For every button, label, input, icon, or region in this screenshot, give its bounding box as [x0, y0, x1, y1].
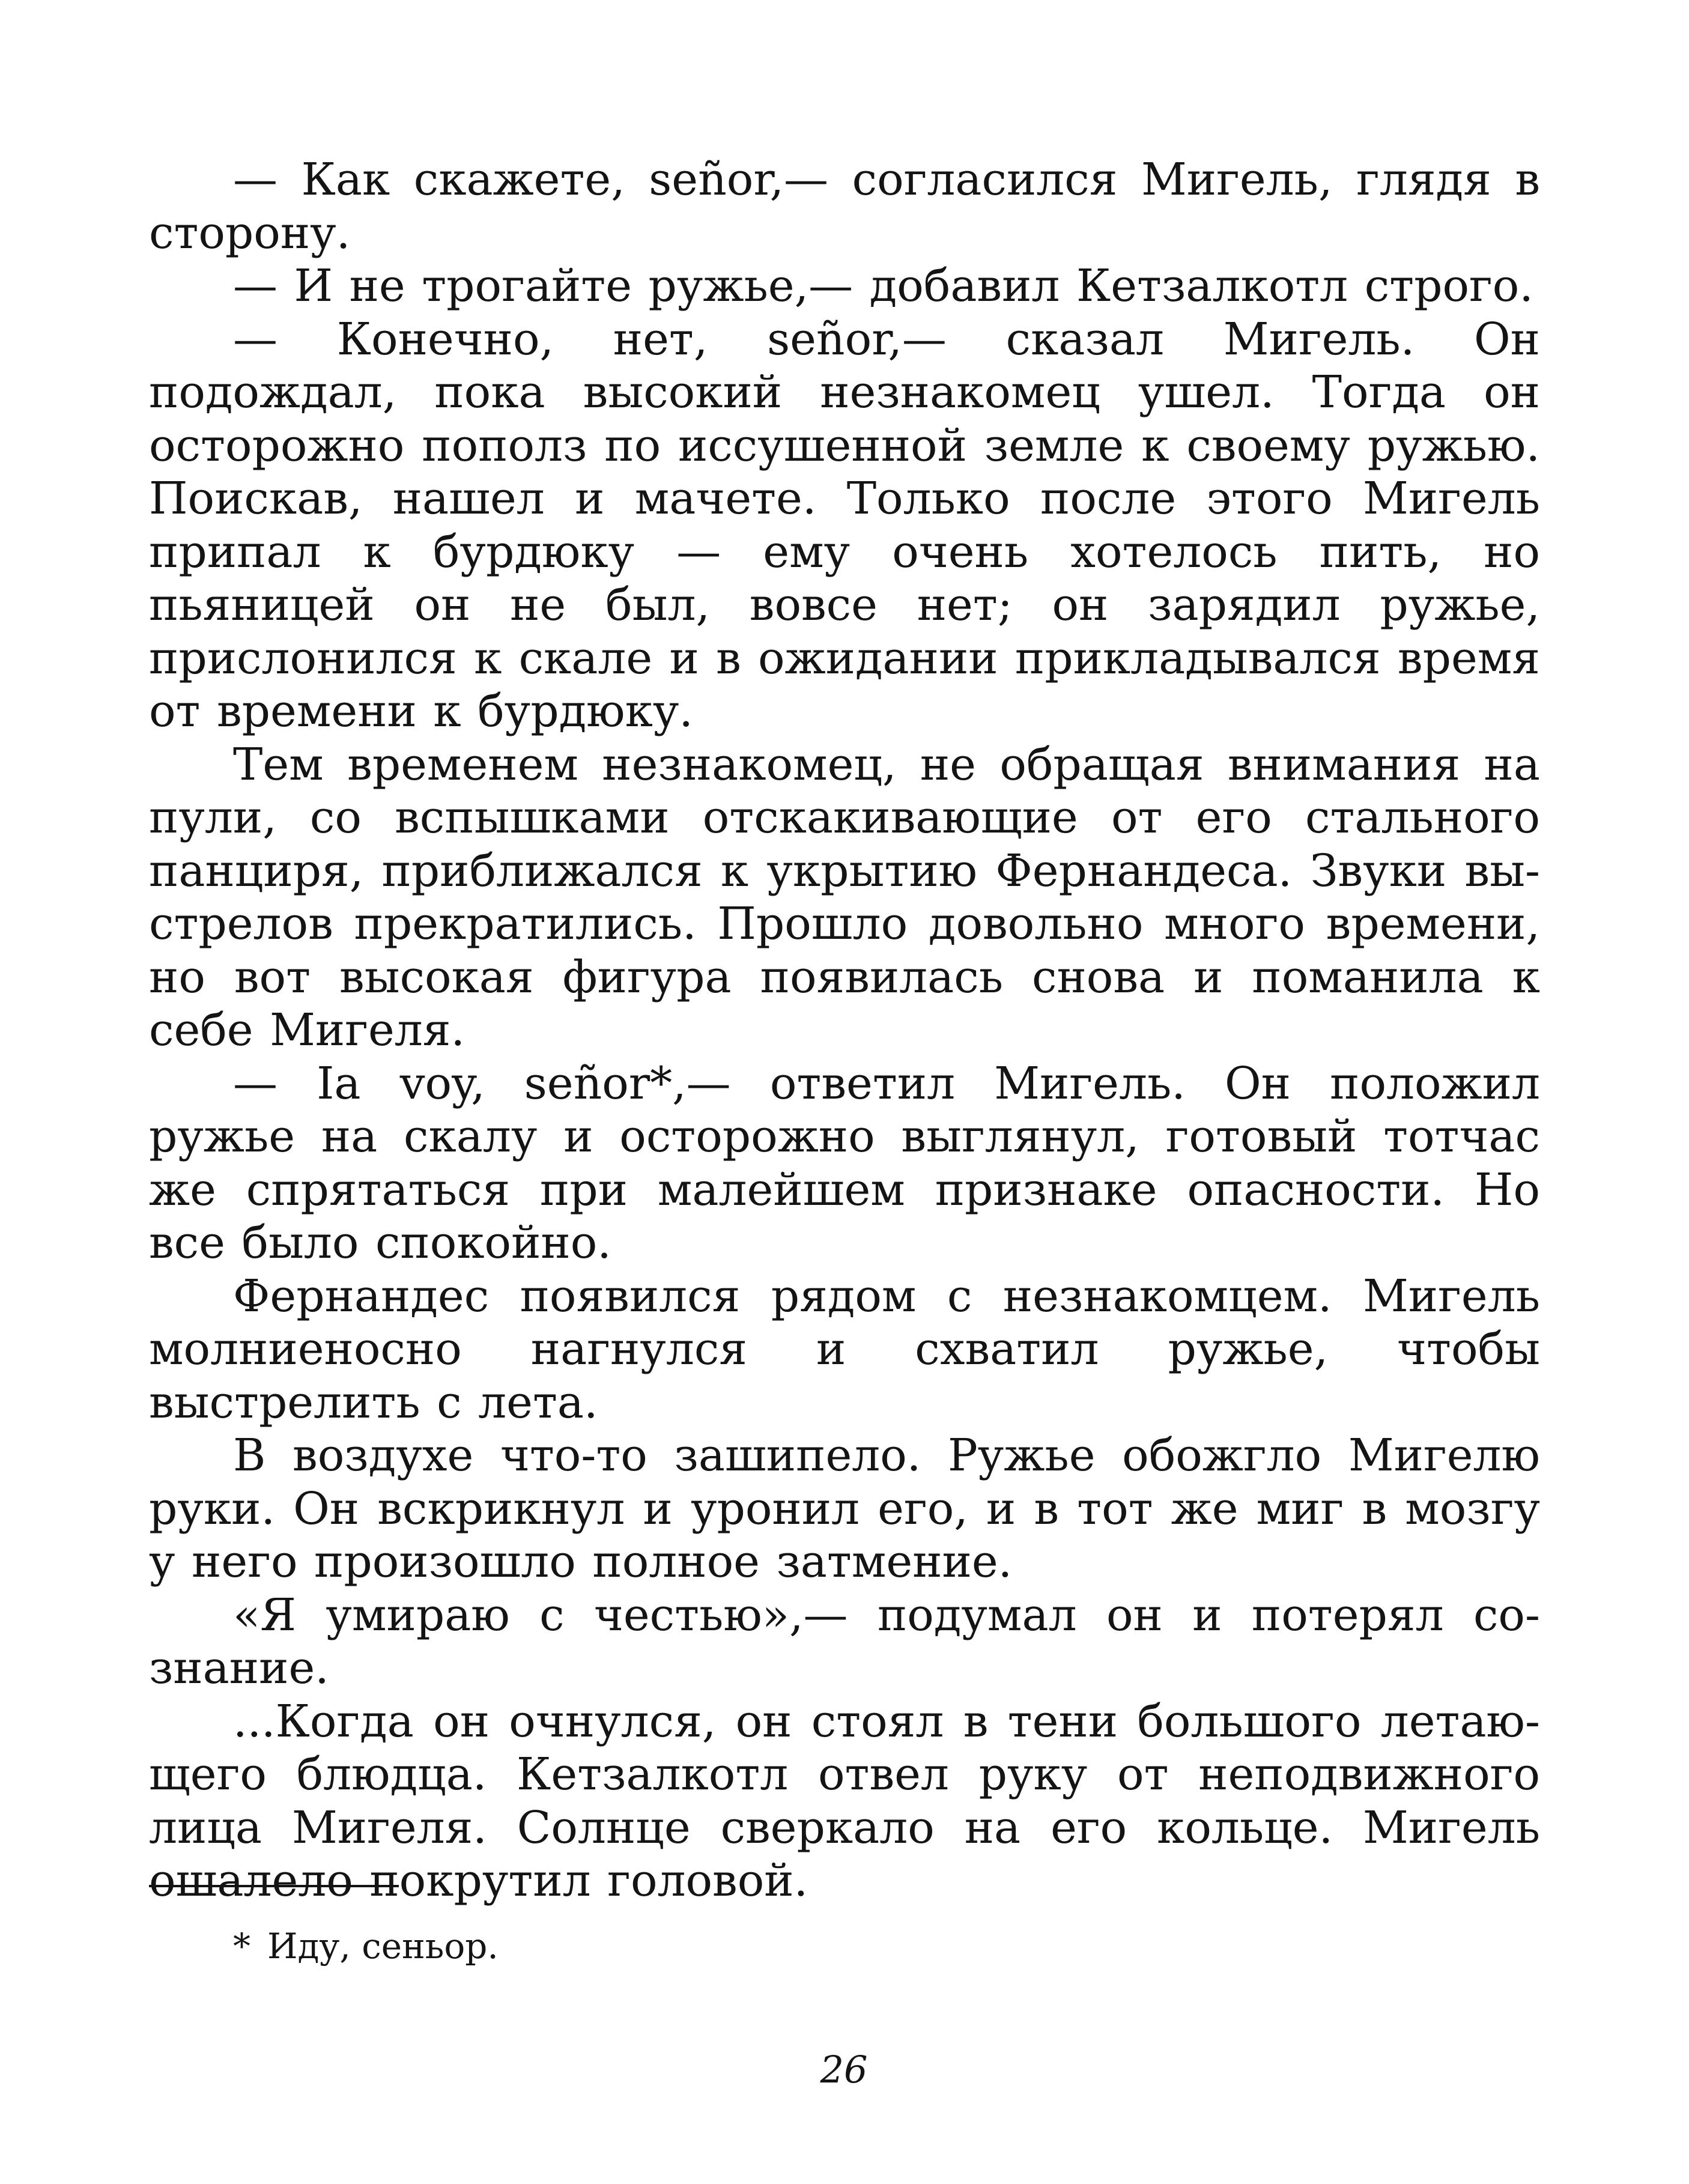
page-number: 26: [820, 2048, 868, 2091]
paragraph: — Конечно, нет, señor,— сказал Мигель. Он подождал, пока высокий незнакомец ушел. Тогда он осторожно пополз по иссушенной земле к своему ружью. Поискав, нашел и мачете. Только после этого Мигель припал к бурдюку — ему очень хотелось пить, но пьяницей он не был, вовсе нет; он зарядил ружье, прислонился к скале и в ожидании прикладывался время от времени к бурдюку.: [149, 313, 1540, 737]
footnote-text: Иду, сеньор.: [267, 1926, 499, 1967]
footnote: [233, 1925, 1194, 1967]
footnote-mark: *: [233, 1926, 250, 1967]
paragraph: Фернандес появился рядом с незнакомцем. Мигель молниеносно нагнулся и схватил ружье, чтобы выстрелить с лета.: [149, 1270, 1540, 1428]
paragraph: ...Когда он очнулся, он стоял в тени большого летающего блюдца. Кетзалкотл отвел руку от неподвижного лица Мигеля. Солнце сверкало на его кольце. Мигель ошалело покрутил головой.: [149, 1695, 1540, 1906]
paragraph: В воздухе что-то зашипело. Ружье обожгло Мигелю руки. Он вскрикнул и уронил его, и в тот же миг в мозгу у него произошло полное затмение.: [149, 1430, 1540, 1588]
paragraph: — Ia voy, señor*,— ответил Мигель. Он положил ружье на скалу и осторожно выглянул, готовый тотчас же спрятаться при малейшем признаке опасности. Но все было спокойно.: [149, 1057, 1540, 1269]
paragraph: — Как скажете, señor,— согласился Мигель, глядя в сторону.: [149, 154, 1540, 259]
paragraph: «Я умираю с честью»,— подумал он и потерял сознание.: [149, 1589, 1540, 1694]
footnote-divider: [149, 1885, 399, 1887]
main-text: [149, 153, 1540, 1908]
paragraph: Тем временем незнакомец, не обращая внимания на пули, со вспышками отскакивающие от его стального панциря, приближался к укрытию Фернандеса. Звуки выстрелов прекратились. Прошло довольно много времени, но вот высокая фигура появилась снова и поманила к себе Мигеля.: [149, 738, 1540, 1056]
paragraph: — И не трогайте ружье,— добавил Кетзалкотл строго.: [233, 260, 1533, 312]
